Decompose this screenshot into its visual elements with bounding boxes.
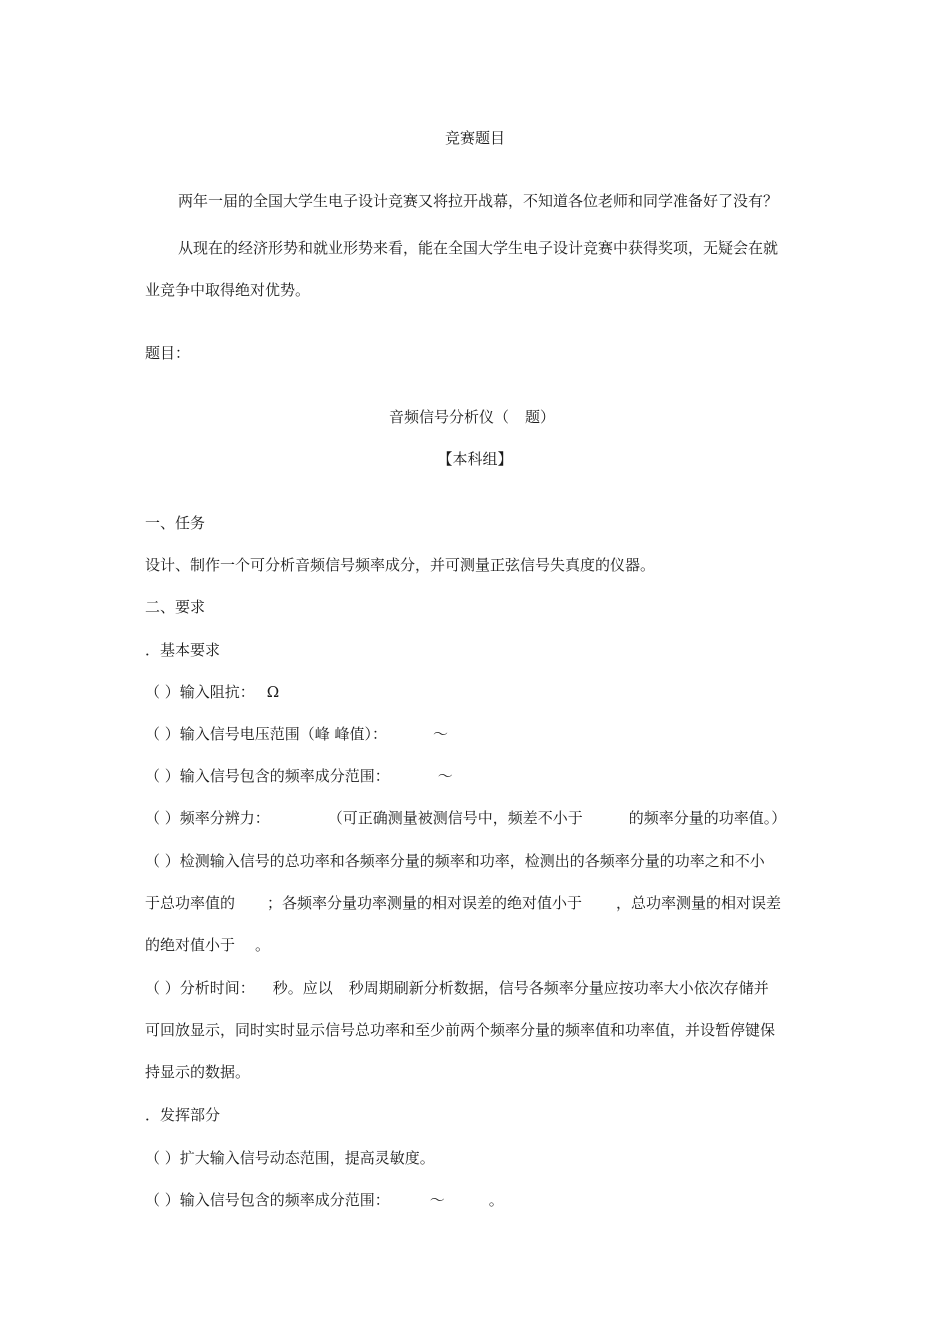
extended-requirement-2-end: 。: [488, 1191, 504, 1209]
requirement-3: [145, 766, 453, 786]
document-title: 竞赛题目: [444, 129, 505, 147]
extended-requirement-2-text: （ ）输入信号包含的频率成分范围：: [145, 1191, 390, 1209]
requirement-5-line-1: （ ）检测输入信号的总功率和各频率分量的频率和功率，检测出的各频率分量的功率之和不小: [145, 852, 765, 870]
extended-part-heading: ．发挥部分: [145, 1106, 221, 1124]
requirement-5-text-e: 。: [255, 936, 271, 954]
section-1-heading: 一、任务: [145, 514, 206, 532]
extended-requirement-2: [145, 1190, 504, 1210]
requirement-5-text-b: ；各频率分量功率测量的相对误差的绝对值小于: [267, 894, 583, 912]
intro-paragraph-1: 两年一届的全国大学生电子设计竞赛又将拉开战幕，不知道各位老师和同学准备好了没有？: [178, 192, 779, 210]
requirement-2: [145, 724, 448, 744]
basic-requirements-heading: ．基本要求: [145, 641, 221, 659]
range-tilde: ～: [437, 767, 453, 785]
problem-title: [389, 407, 555, 427]
problem-title-part-a: 音频信号分析仪（: [389, 408, 510, 426]
requirement-4-note: （可正确测量被测信号中，频差不小于: [327, 809, 583, 827]
topics-label: 题目：: [145, 344, 191, 362]
requirement-3-text: （ ）输入信号包含的频率成分范围：: [145, 767, 390, 785]
requirement-6-text-c: 秒周期刷新分析数据，信号各频率分量应按功率大小依次存储并: [348, 979, 769, 997]
requirement-4-note-end: 的频率分量的功率值。）: [628, 809, 787, 827]
intro-paragraph-2-line-1: 从现在的经济形势和就业形势来看，能在全国大学生电子设计竞赛中获得奖项，无疑会在就: [178, 239, 779, 257]
requirement-4-text: （ ）频率分辨力：: [145, 809, 270, 827]
section-2-heading: 二、要求: [145, 598, 206, 616]
range-tilde: ～: [429, 1191, 445, 1209]
requirement-5-text-d: 的绝对值小于: [145, 936, 236, 954]
requirement-5-text-a: 于总功率值的: [145, 894, 236, 912]
requirement-6-line-3: 持显示的数据。: [145, 1063, 251, 1081]
requirement-5-text-c: ，总功率测量的相对误差: [616, 894, 782, 912]
requirement-6-text-a: （ ）分析时间：: [145, 979, 255, 997]
requirement-6-line-1: [145, 978, 769, 998]
requirement-6-line-2: 可回放显示，同时实时显示信号总功率和至少前两个频率分量的频率值和功率值，并设暂停键保: [145, 1021, 776, 1039]
problem-title-part-b: 题）: [525, 408, 556, 426]
requirement-6-text-b: 秒。应以: [272, 979, 333, 997]
group-label: 【本科组】: [437, 450, 513, 468]
requirement-2-text: （ ）输入信号电压范围（峰 峰值）：: [145, 725, 388, 743]
requirement-1: [145, 682, 279, 702]
requirement-5-line-3: [145, 935, 270, 955]
requirement-1-text: （ ）输入阻抗：: [145, 683, 255, 701]
intro-paragraph-2-line-2: 业竞争中取得绝对优势。: [145, 281, 311, 299]
extended-requirement-1: （ ）扩大输入信号动态范围，提高灵敏度。: [145, 1149, 435, 1167]
requirement-4: [145, 808, 786, 828]
range-tilde: ～: [433, 725, 449, 743]
ohm-symbol: Ω: [266, 683, 280, 701]
requirement-5-line-2: [145, 893, 781, 913]
section-1-text: 设计、制作一个可分析音频信号频率成分，并可测量正弦信号失真度的仪器。: [145, 556, 656, 574]
